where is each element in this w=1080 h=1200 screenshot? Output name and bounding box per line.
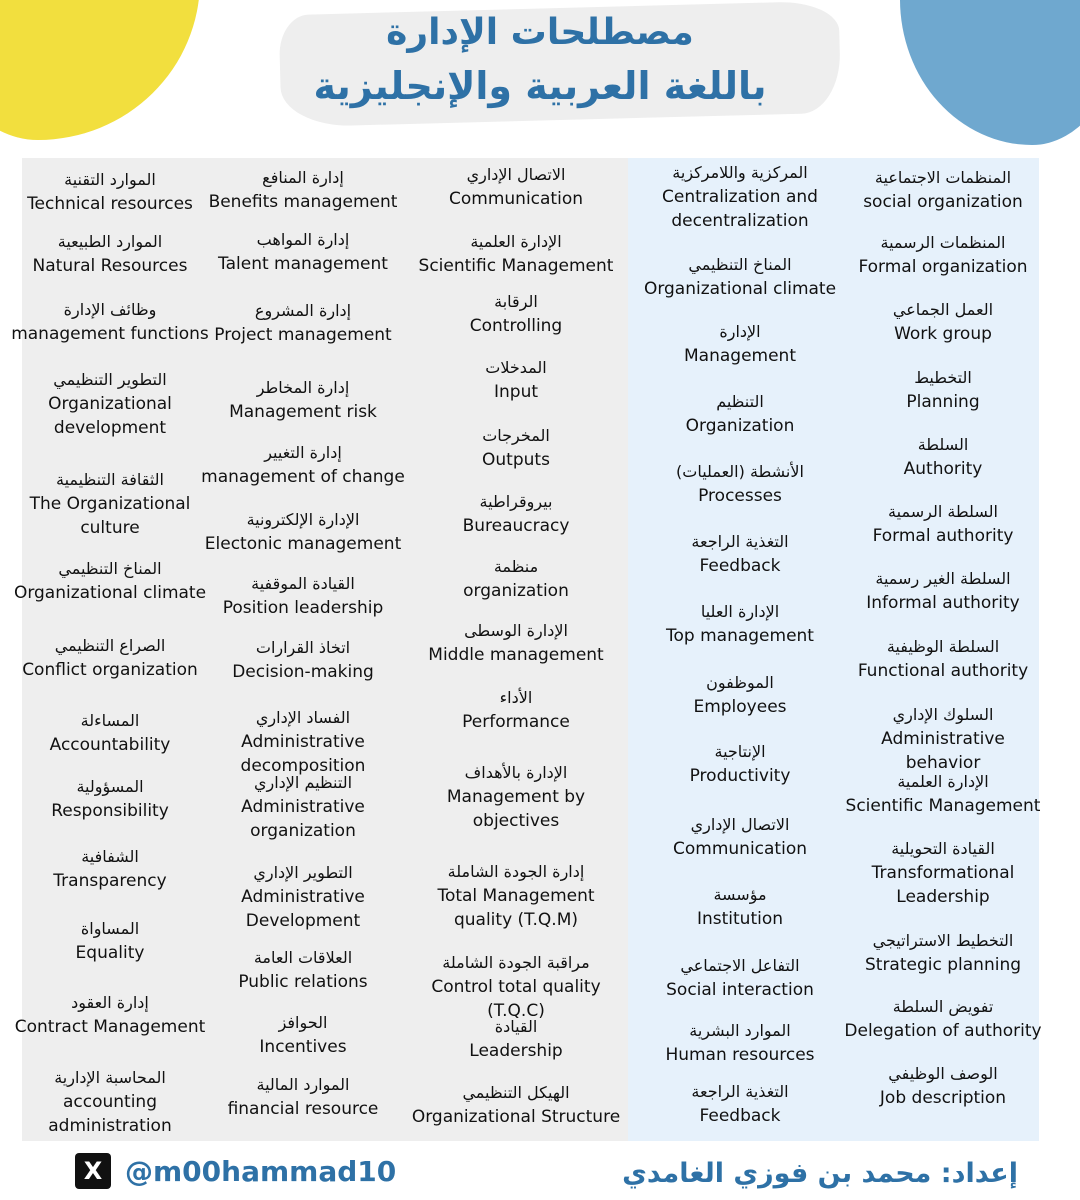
term-item [843, 770, 1043, 818]
term-item [640, 740, 840, 788]
term-english: organization [463, 581, 569, 601]
term-item [843, 703, 1043, 775]
term-english: Institution [696, 909, 784, 929]
x-logo-icon: X [75, 1153, 111, 1189]
term-arabic: مؤسسة [713, 885, 767, 904]
term-arabic: المحاسبة الإدارية [54, 1068, 166, 1087]
term-english: Transformational Leadership [871, 863, 1015, 907]
term-item [843, 929, 1043, 977]
term-english: Productivity [689, 766, 791, 786]
term-english: financial resource [227, 1099, 379, 1119]
term-english: Strategic planning [864, 955, 1022, 975]
term-item [640, 530, 840, 578]
term-item [190, 1073, 416, 1121]
term-english: Controlling [469, 316, 563, 336]
term-english: Employees [693, 697, 787, 717]
term-item [843, 366, 1043, 414]
term-arabic: السلطة [917, 435, 969, 454]
term-english: Public relations [238, 972, 368, 992]
term-english: Position leadership [222, 598, 384, 618]
term-arabic: مراقبة الجودة الشاملة [442, 953, 590, 972]
term-arabic: المساواة [80, 919, 140, 938]
term-english: Communication [673, 839, 807, 859]
term-item [640, 883, 840, 931]
term-item [843, 567, 1043, 615]
term-english: social organization [863, 192, 1023, 212]
term-english: Natural Resources [32, 256, 188, 276]
term-arabic: التغذية الراجعة [691, 532, 789, 551]
term-english: accounting administration [48, 1092, 172, 1136]
term-item [843, 995, 1043, 1043]
term-item [190, 508, 416, 556]
term-item [409, 424, 623, 472]
term-arabic: القيادة الموقفية [251, 574, 355, 593]
term-arabic: إدارة المواهب [256, 230, 350, 249]
term-english: Talent management [218, 254, 388, 274]
term-item [843, 635, 1043, 683]
term-arabic: تفويض السلطة [892, 997, 994, 1016]
term-arabic: المسؤولية [76, 777, 144, 796]
term-item [843, 166, 1043, 214]
term-arabic: اتخاذ القرارات [255, 638, 351, 657]
term-item [409, 290, 623, 338]
term-arabic: الأنشطة (العمليات) [676, 462, 804, 481]
term-english: Performance [462, 712, 570, 732]
term-english: Authority [903, 459, 983, 479]
term-english: Processes [698, 486, 782, 506]
term-item [640, 161, 840, 233]
term-english: Planning [906, 392, 980, 412]
term-item [409, 951, 623, 1023]
term-english: Management [684, 346, 796, 366]
term-item [190, 228, 416, 276]
term-arabic: السلوك الإداري [892, 705, 994, 724]
term-item [190, 636, 416, 684]
term-item [843, 231, 1043, 279]
term-item [190, 946, 416, 994]
term-arabic: إدارة المشروع [254, 301, 352, 320]
term-arabic: التنظيم [716, 392, 764, 411]
term-arabic: السلطة الغير رسمية [875, 569, 1011, 588]
term-arabic: الموظفون [706, 673, 774, 692]
term-arabic: إدارة المخاطر [256, 378, 350, 397]
author-credit: إعداد: محمد بن فوزي الغامدي [622, 1158, 1018, 1189]
term-item [190, 572, 416, 620]
term-english: Formal authority [872, 526, 1014, 546]
term-item [10, 230, 210, 278]
term-english: Transparency [53, 871, 167, 891]
term-arabic: الرقابة [494, 292, 538, 311]
term-item [190, 376, 416, 424]
term-english: Centralization and decentralization [662, 187, 818, 231]
term-item [640, 320, 840, 368]
term-arabic: المخرجات [482, 426, 550, 445]
term-arabic: الإنتاجية [714, 742, 766, 761]
author-handle: @m00hammad10 [125, 1155, 397, 1188]
term-item [409, 686, 623, 734]
term-english: Formal organization [858, 257, 1028, 277]
term-item [190, 861, 416, 933]
term-arabic: التخطيط [914, 368, 972, 387]
term-arabic: المنظمات الرسمية [880, 233, 1006, 252]
term-arabic: الموارد البشرية [689, 1021, 791, 1040]
term-item [640, 671, 840, 719]
term-item [190, 1011, 416, 1059]
term-english: The Organizational culture [29, 494, 191, 538]
term-item [10, 917, 210, 965]
term-item [190, 441, 416, 489]
term-english: Input [493, 382, 539, 402]
term-arabic: الأداء [499, 688, 533, 707]
term-english: Feedback [699, 1106, 781, 1126]
term-arabic: القيادة [494, 1017, 538, 1036]
term-arabic: المساءلة [80, 711, 140, 730]
term-english: Job description [879, 1088, 1007, 1108]
term-arabic: العمل الجماعي [892, 300, 994, 319]
term-english: Total Management quality (T.Q.M) [437, 886, 595, 930]
term-english: Organizational Structure [411, 1107, 621, 1127]
term-arabic: السلطة الرسمية [888, 502, 998, 521]
term-arabic: الإدارة الإلكترونية [246, 510, 360, 529]
term-arabic: الموارد المالية [256, 1075, 350, 1094]
term-item [640, 1080, 840, 1128]
term-arabic: الإدارة [719, 322, 761, 341]
term-arabic: الاتصال الإداري [466, 165, 566, 184]
term-item [409, 860, 623, 932]
term-item [10, 368, 210, 440]
term-english: Top management [666, 626, 814, 646]
term-arabic: الإدارة العليا [700, 602, 780, 621]
term-english: Benefits management [208, 192, 398, 212]
term-arabic: الإدارة بالأهداف [464, 763, 568, 782]
term-arabic: التنظيم الإداري [253, 773, 353, 792]
term-item [843, 500, 1043, 548]
term-english: Management risk [229, 402, 377, 422]
yellow-decoration [0, 0, 200, 140]
term-item [409, 555, 623, 603]
term-item [10, 557, 210, 605]
term-arabic: المنظمات الاجتماعية [874, 168, 1012, 187]
term-arabic: منظمة [493, 557, 539, 576]
term-item [409, 761, 623, 833]
term-item [10, 709, 210, 757]
term-item [10, 845, 210, 893]
term-arabic: القيادة التحويلية [891, 839, 995, 858]
term-item [409, 619, 623, 667]
term-arabic: الفساد الإداري [255, 708, 351, 727]
page-title: مصطلحات الإدارة [386, 12, 694, 53]
term-item [843, 298, 1043, 346]
term-arabic: الحوافز [278, 1013, 328, 1032]
term-arabic: التخطيط الاستراتيجي [872, 931, 1014, 950]
term-arabic: الاتصال الإداري [690, 815, 790, 834]
term-item [409, 1081, 623, 1129]
term-item [843, 1062, 1043, 1110]
term-english: Communication [449, 189, 583, 209]
term-item [10, 775, 210, 823]
term-arabic: المناخ التنظيمي [688, 255, 792, 274]
term-english: Social interaction [666, 980, 814, 1000]
term-english: Middle management [428, 645, 604, 665]
term-english: Project management [214, 325, 392, 345]
term-item [190, 166, 416, 214]
term-english: Organizational development [48, 394, 172, 438]
term-arabic: العلاقات العامة [253, 948, 353, 967]
term-arabic: التطوير الإداري [253, 863, 353, 882]
term-arabic: الإدارة العلمية [897, 772, 989, 791]
term-english: Decision-making [232, 662, 374, 682]
term-arabic: الإدارة العلمية [470, 232, 562, 251]
term-english: Electonic management [204, 534, 402, 554]
term-item [640, 390, 840, 438]
term-english: Management by objectives [446, 787, 586, 831]
term-arabic: الوصف الوظيفي [888, 1064, 998, 1083]
term-item [10, 298, 210, 346]
term-english: Incentives [259, 1037, 347, 1057]
term-item [843, 433, 1043, 481]
term-english: Responsibility [51, 801, 169, 821]
term-arabic: الشفافية [81, 847, 139, 866]
term-english: Outputs [482, 450, 550, 470]
term-arabic: إدارة المنافع [262, 168, 344, 187]
term-arabic: بيروقراطية [479, 492, 553, 511]
term-item [640, 954, 840, 1002]
term-item [409, 230, 623, 278]
term-english: Delegation of authority [844, 1021, 1042, 1041]
term-item [190, 299, 416, 347]
term-english: Bureaucracy [462, 516, 570, 536]
term-english: Scientific Management [418, 256, 614, 276]
term-arabic: الموارد التقنية [64, 170, 156, 189]
term-arabic: التفاعل الاجتماعي [680, 956, 800, 975]
term-arabic: التطوير التنظيمي [53, 370, 167, 389]
term-arabic: إدارة العقود [71, 993, 149, 1012]
term-item [640, 600, 840, 648]
term-arabic: الموارد الطبيعية [57, 232, 163, 251]
term-english: Technical resources [27, 194, 193, 214]
term-english: management functions [11, 324, 209, 344]
term-english: Leadership [469, 1041, 563, 1061]
term-english: Accountability [49, 735, 171, 755]
term-english: Scientific Management [845, 796, 1041, 816]
term-arabic: الثقافة التنظيمية [55, 470, 164, 489]
term-item [190, 771, 416, 843]
term-arabic: الهيكل التنظيمي [462, 1083, 570, 1102]
term-english: Contract Management [14, 1017, 206, 1037]
term-item [409, 163, 623, 211]
term-arabic: المدخلات [485, 358, 547, 377]
term-item [409, 356, 623, 404]
term-item [10, 468, 210, 540]
term-english: Administrative behavior [881, 729, 1005, 773]
blue-decoration [900, 0, 1080, 145]
term-english: Administrative decomposition [240, 732, 366, 776]
term-english: Work group [894, 324, 992, 344]
term-arabic: الصراع التنظيمي [54, 636, 166, 655]
term-arabic: وظائف الإدارة [63, 300, 157, 319]
term-english: management of change [201, 467, 405, 487]
term-arabic: الإدارة الوسطى [464, 621, 568, 640]
term-item [10, 991, 210, 1039]
term-item [409, 490, 623, 538]
term-arabic: إدارة الجودة الشاملة [447, 862, 585, 881]
term-english: Administrative organization [241, 797, 365, 841]
term-item [10, 168, 210, 216]
term-arabic: السلطة الوظيفية [886, 637, 1000, 656]
term-item [10, 634, 210, 682]
term-item [843, 837, 1043, 909]
term-english: Organizational climate [643, 279, 837, 299]
term-arabic: التغذية الراجعة [691, 1082, 789, 1101]
term-english: Organization [685, 416, 795, 436]
term-arabic: المناخ التنظيمي [58, 559, 162, 578]
term-english: Organizational climate [13, 583, 207, 603]
term-item [10, 1066, 210, 1138]
term-english: Feedback [699, 556, 781, 576]
term-english: Informal authority [866, 593, 1020, 613]
term-english: Equality [75, 943, 145, 963]
term-item [409, 1015, 623, 1063]
term-english: Administrative Development [241, 887, 365, 931]
term-item [640, 460, 840, 508]
page-subtitle: باللغة العربية والإنجليزية [313, 64, 767, 108]
term-english: Human resources [665, 1045, 815, 1065]
term-item [640, 253, 840, 301]
term-item [640, 1019, 840, 1067]
term-item [190, 706, 416, 778]
term-arabic: إدارة التغيير [264, 443, 342, 462]
term-english: Conflict organization [22, 660, 198, 680]
term-arabic: المركزية واللامركزية [672, 163, 808, 182]
term-english: Functional authority [857, 661, 1029, 681]
term-english: Control total quality (T.Q.C) [431, 977, 601, 1021]
term-item [640, 813, 840, 861]
